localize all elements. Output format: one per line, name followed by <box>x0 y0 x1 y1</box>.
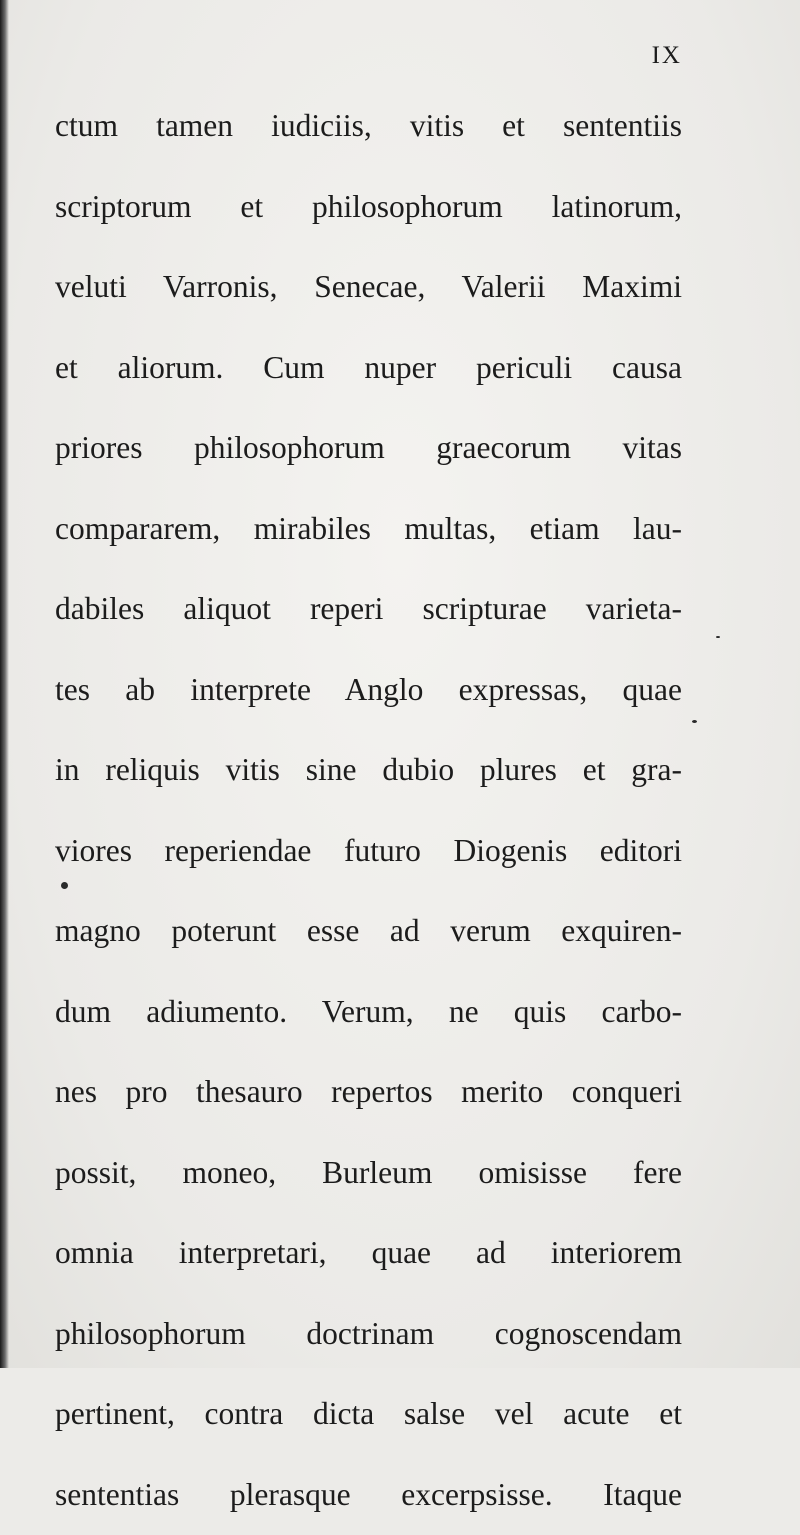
text-line: philosophorum doctrinam cognoscendam <box>55 1294 682 1375</box>
text-line: sententias plerasque excerpsisse. Itaque <box>55 1455 682 1535</box>
ink-speck <box>692 720 697 723</box>
text-line: tes ab interprete Anglo expressas, quae <box>55 650 682 731</box>
page-edge-shadow <box>0 0 9 1368</box>
text-line: in reliquis vitis sine dubio plures et gra- <box>55 730 682 811</box>
text-line: et aliorum. Cum nuper periculi causa <box>55 328 682 409</box>
text-line: viores reperiendae futuro Diogenis editori <box>55 811 682 892</box>
text-line: veluti Varronis, Senecae, Valerii Maximi <box>55 247 682 328</box>
text-line: pertinent, contra dicta salse vel acute et <box>55 1374 682 1455</box>
text-line: scriptorum et philosophorum latinorum, <box>55 167 682 248</box>
text-body <box>55 86 682 1535</box>
ink-speck <box>716 636 720 638</box>
text-line: possit, moneo, Burleum omisisse fere <box>55 1133 682 1214</box>
text-line: dum adiumento. Verum, ne quis carbo- <box>55 972 682 1053</box>
text-line: magno poterunt esse ad verum exquiren- <box>55 891 682 972</box>
text-line: dabiles aliquot reperi scripturae varieta- <box>55 569 682 650</box>
text-line: nes pro thesauro repertos merito conqueri <box>55 1052 682 1133</box>
text-line: omnia interpretari, quae ad interiorem <box>55 1213 682 1294</box>
text-line: compararem, mirabiles multas, etiam lau- <box>55 489 682 570</box>
text-line: priores philosophorum graecorum vitas <box>55 408 682 489</box>
page-number: IX <box>652 42 682 70</box>
text-line: ctum tamen iudiciis, vitis et sententiis <box>55 86 682 167</box>
